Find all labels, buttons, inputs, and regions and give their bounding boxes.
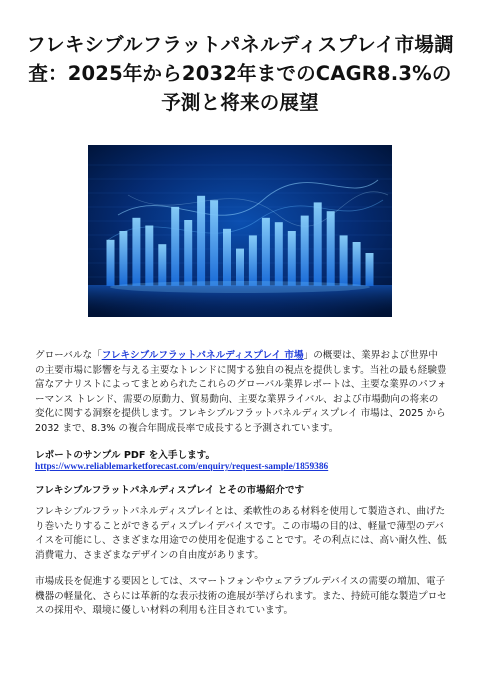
- intro-prefix: グローバルな「: [35, 350, 102, 361]
- hero-bar: [107, 240, 115, 286]
- section-heading: フレキシブルフラットパネルディスプレイ とその市場紹介です: [35, 485, 305, 496]
- hero-bar: [353, 242, 361, 286]
- hero-bar: [210, 200, 218, 286]
- document-title: フレキシブルフラットパネルディスプレイ市場調査：2025年から2032年までのCAGR8.3%の予測と将来の展望: [26, 33, 454, 114]
- hero-bar: [275, 222, 283, 286]
- hero-bar: [184, 220, 192, 286]
- market-link[interactable]: フレキシブルフラットパネルディスプレイ 市場: [101, 350, 304, 361]
- hero-bar: [158, 244, 166, 286]
- hero-bar: [223, 229, 231, 286]
- bar-chart-illustration: [88, 145, 392, 317]
- hero-bar: [340, 235, 348, 286]
- hero-bar: [145, 226, 153, 287]
- hero-bar: [262, 218, 270, 286]
- hero-bar: [171, 207, 179, 286]
- hero-bar: [288, 231, 296, 286]
- hero-bar: [327, 211, 335, 286]
- sample-heading: レポートのサンプル PDF を入手します。: [35, 450, 216, 461]
- hero-bar: [197, 196, 205, 286]
- intro-paragraph: [35, 349, 447, 437]
- hero-bar: [301, 216, 309, 286]
- description-paragraph: フレキシブルフラットパネルディスプレイとは、柔軟性のある材料を使用して製造され、曲げたり巻いたりすることができるディスプレイデバイスです。この市場の目的は、軽量で薄型のデバイスを可能にし、さまざまな用途での使用を促進することです。その利点には、高い耐久性、低消費電力、さまざまなデザインの自由度があります。: [35, 506, 447, 561]
- intro-body: 」の概要は、業界および世界中の主要市場に影響を与える主要なトレンドに関する独自の視点を提供します。当社の最も経験豊富なアナリストによってまとめられたこれらのグローバル業界レポートは、主要な業界のパフォーマンス トレンド、需要の原動力、貿易動向、主要な業界ライバル、および市場動向の将来の変化に関する洞察を提供します。フレキシブルフラットパネルディスプレイ 市場は、2025 から 2032 まで、8.3% の複合年間成長率で成長すると予測されています。: [35, 350, 447, 434]
- hero-image: [88, 145, 392, 317]
- hero-bar: [132, 218, 140, 286]
- hero-bar: [236, 249, 244, 286]
- hero-bar: [366, 253, 374, 286]
- hero-bar: [119, 231, 127, 286]
- sample-link[interactable]: https://www.reliablemarketforecast.com/enquiry/request-sample/1859386: [35, 462, 329, 472]
- hero-bar: [249, 235, 257, 286]
- growth-paragraph: 市場成長を促進する要因としては、スマートフォンやウェアラブルデバイスの需要の増加、電子機器の軽量化、さらには革新的な表示技術の進展が挙げられます。また、持続可能な製造プロセスの採用や、環境に優しい材料の利用も注目されています。: [35, 576, 447, 617]
- hero-bar: [314, 202, 322, 286]
